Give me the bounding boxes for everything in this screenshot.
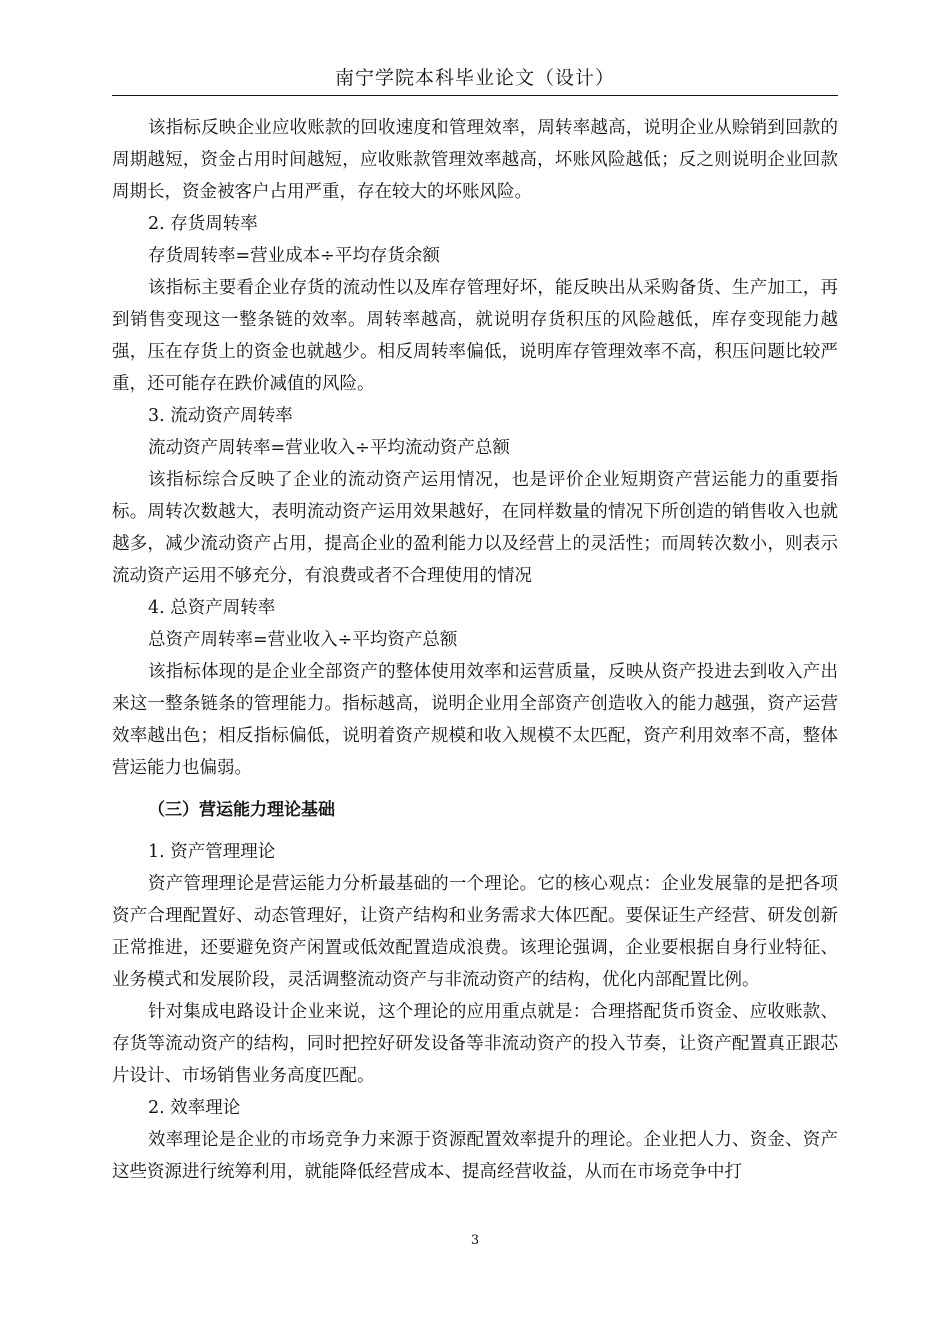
heading-efficiency-theory: 2. 效率理论 xyxy=(148,1098,241,1118)
paragraph-efficiency-theory: 效率理论是企业的市场竞争力来源于资源配置效率提升的理论。企业把人力、资金、资产这些资源进行统筹利用，就能降低经营成本、提高经营收益，从而在市场竞争中打 xyxy=(112,1130,838,1182)
heading-current-asset-turnover: 3. 流动资产周转率 xyxy=(148,406,293,426)
formula-inventory-turnover: 存货周转率=营业成本÷平均存货余额 xyxy=(148,246,440,266)
header-divider xyxy=(112,95,838,96)
paragraph-total-asset-turnover-explanation: 该指标体现的是企业全部资产的整体使用效率和运营质量，反映从资产投进去到收入产出来这一整条链条的管理能力。指标越高，说明企业用全部资产创造收入的能力越强，资产运营效率越出色；相反指标偏低，说明着资产规模和收入规模不太匹配，资产利用效率不高，整体营运能力也偏弱。 xyxy=(112,662,838,778)
heading-total-asset-turnover: 4. 总资产周转率 xyxy=(148,598,276,618)
section-title-operating-capability-theory: （三）营运能力理论基础 xyxy=(148,800,335,820)
page-body xyxy=(112,112,838,1188)
heading-asset-management-theory: 1. 资产管理理论 xyxy=(148,842,276,862)
page-header-title: 南宁学院本科毕业论文（设计） xyxy=(334,67,615,89)
paragraph-inventory-turnover-explanation: 该指标主要看企业存货的流动性以及库存管理好坏，能反映出从采购备货、生产加工，再到销售变现这一整条链的效率。周转率越高，就说明存货积压的风险越低，库存变现能力越强，压在存货上的资金也就越少。相反周转率偏低，说明库存管理效率不高，积压问题比较严重，还可能存在跌价减值的风险。 xyxy=(112,278,838,394)
paragraph-current-asset-turnover-explanation: 该指标综合反映了企业的流动资产运用情况，也是评价企业短期资产营运能力的重要指标。周转次数越大，表明流动资产运用效果越好，在同样数量的情况下所创造的销售收入也就越多，减少流动资产占用，提高企业的盈利能力以及经营上的灵活性；而周转次数小，则表示流动资产运用不够充分，有浪费或者不合理使用的情况 xyxy=(112,470,838,586)
page-number: 3 xyxy=(470,1233,480,1248)
heading-inventory-turnover: 2. 存货周转率 xyxy=(148,214,258,234)
paragraph-receivables-turnover-explanation: 该指标反映企业应收账款的回收速度和管理效率，周转率越高，说明企业从赊销到回款的周期越短，资金占用时间越短，应收账款管理效率越高，坏账风险越低；反之则说明企业回款周期长，资金被客户占用严重，存在较大的坏账风险。 xyxy=(112,118,838,202)
formula-total-asset-turnover: 总资产周转率=营业收入÷平均资产总额 xyxy=(148,630,458,650)
formula-current-asset-turnover: 流动资产周转率=营业收入÷平均流动资产总额 xyxy=(148,438,510,458)
paragraph-asset-management-theory: 资产管理理论是营运能力分析最基础的一个理论。它的核心观点：企业发展靠的是把各项资产合理配置好、动态管理好，让资产结构和业务需求大体匹配。要保证生产经营、研发创新正常推进，还要避免资产闲置或低效配置造成浪费。该理论强调，企业要根据自身行业特征、业务模式和发展阶段，灵活调整流动资产与非流动资产的结构，优化内部配置比例。 xyxy=(112,874,838,990)
paragraph-asset-management-application: 针对集成电路设计企业来说，这个理论的应用重点就是：合理搭配货币资金、应收账款、存货等流动资产的结构，同时把控好研发设备等非流动资产的投入节奏，让资产配置真正跟芯片设计、市场销售业务高度匹配。 xyxy=(112,1002,838,1086)
